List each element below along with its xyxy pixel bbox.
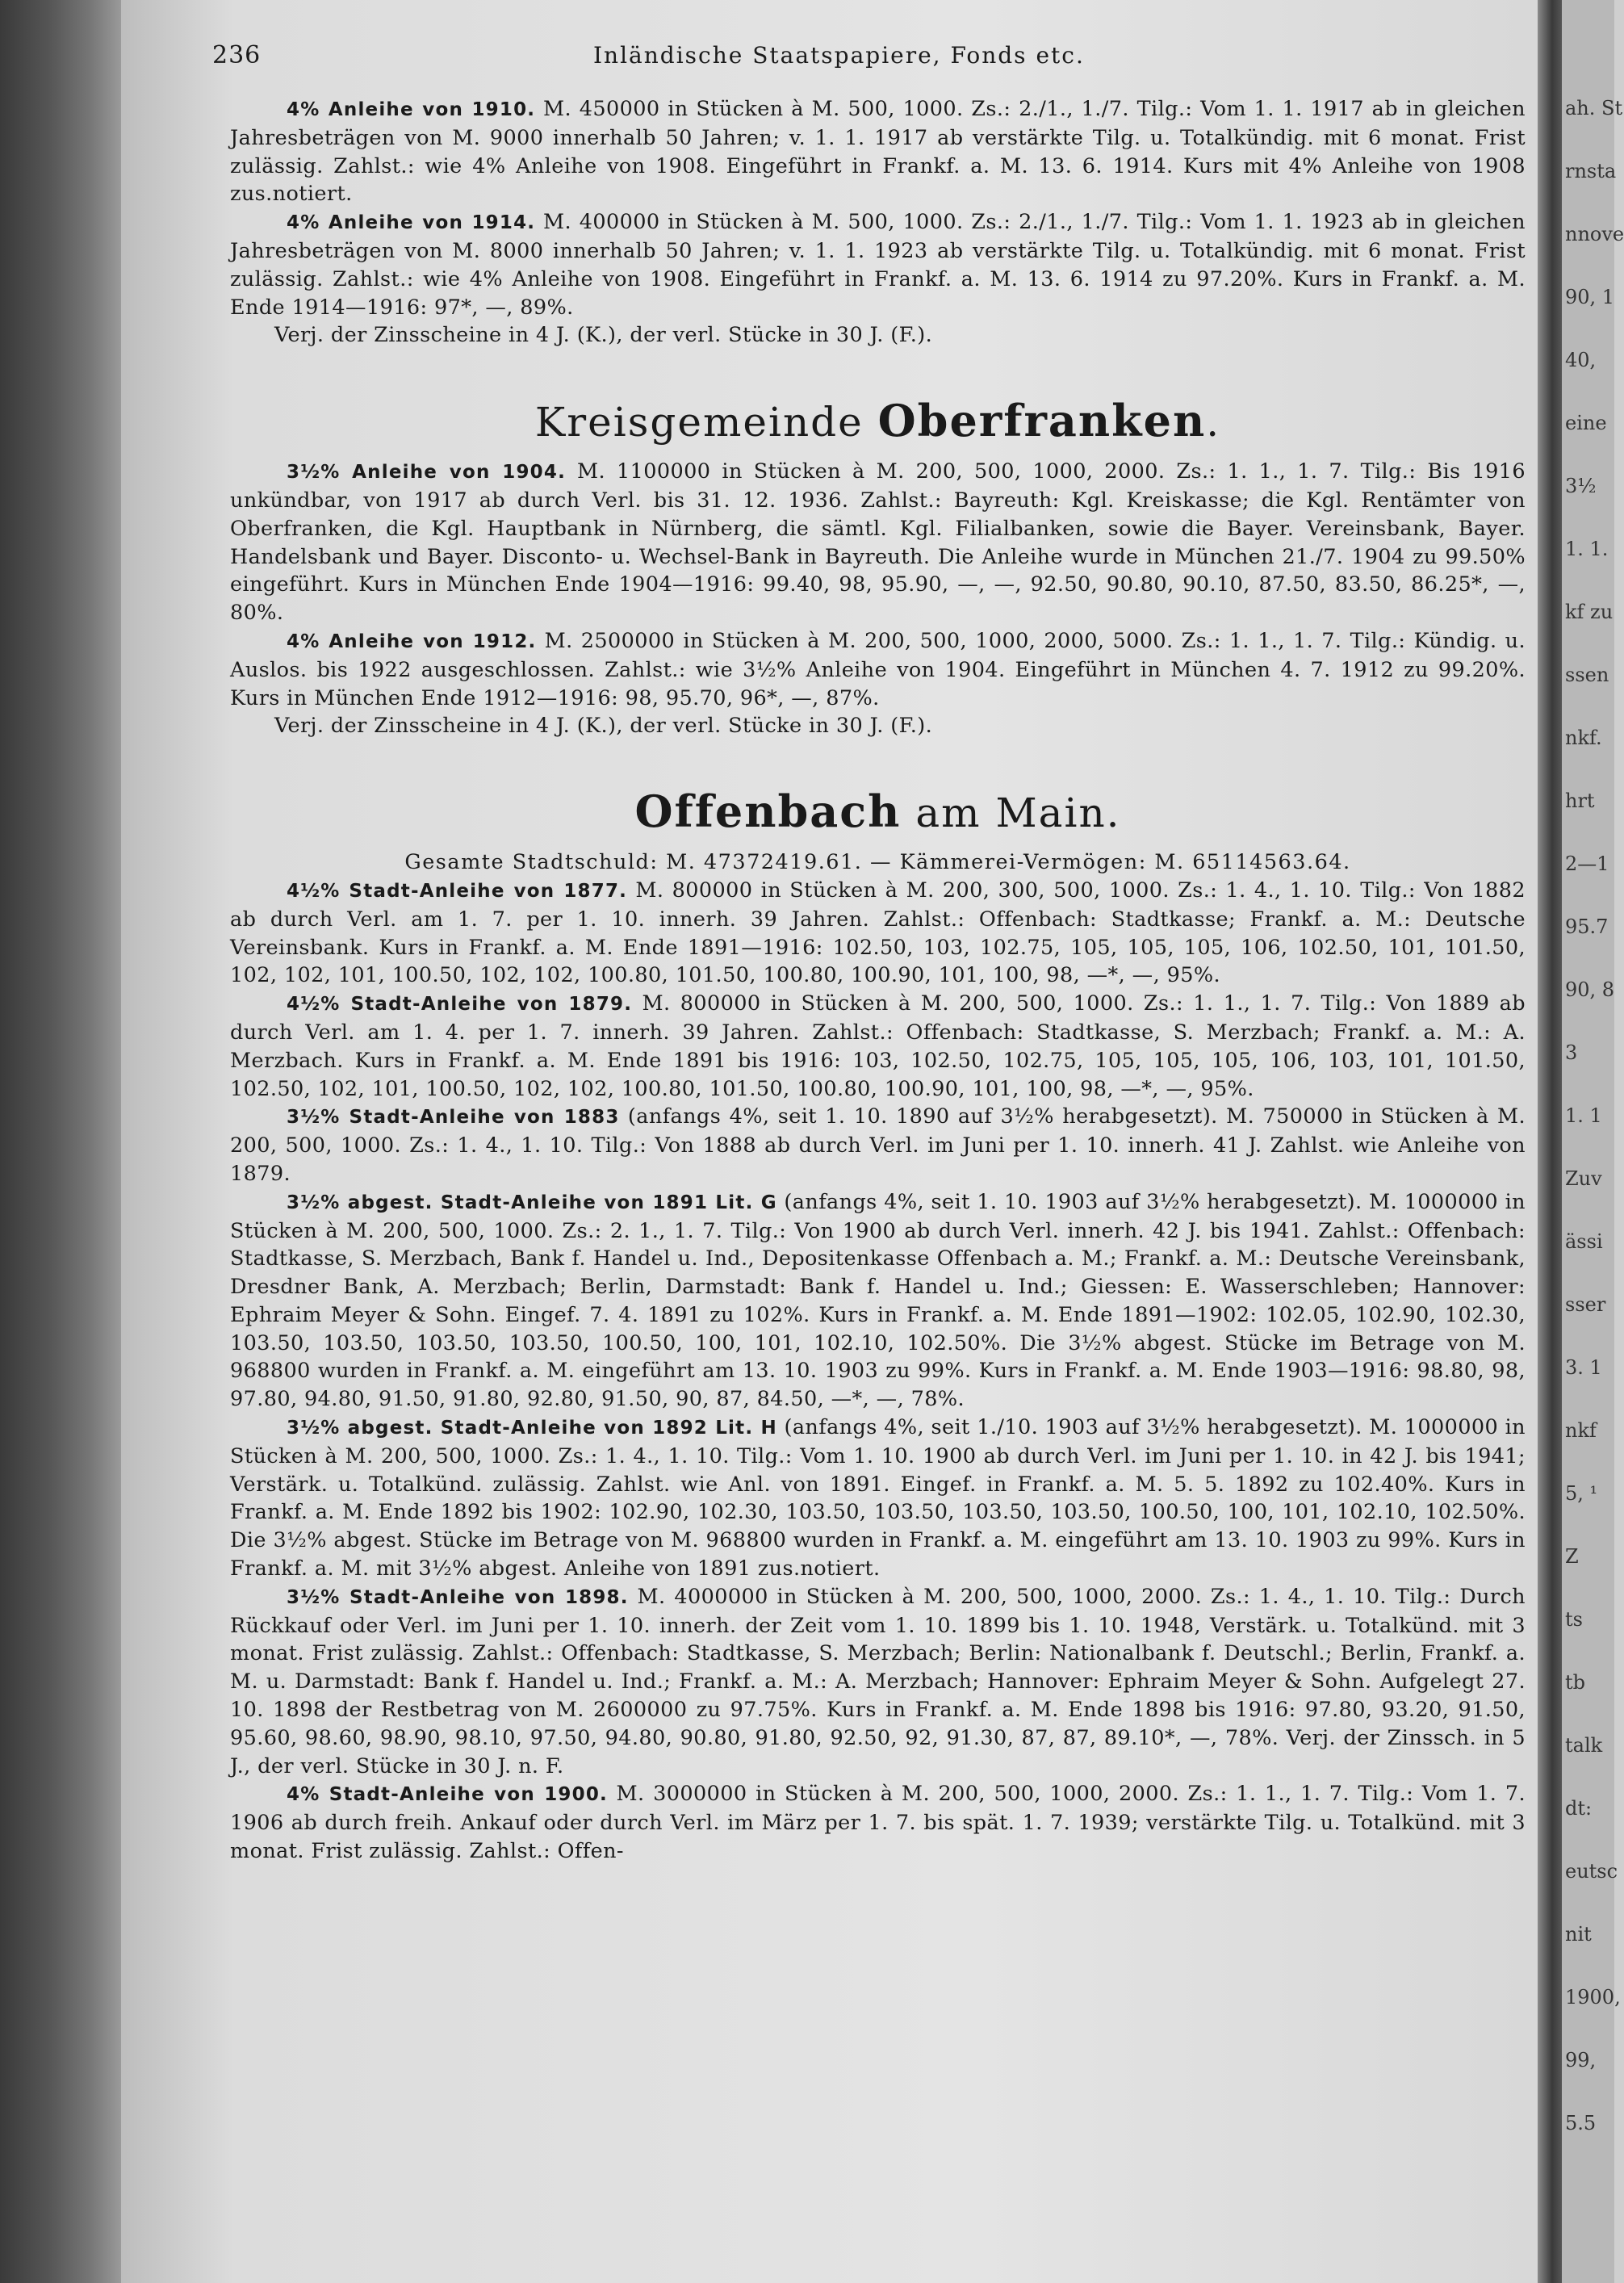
bond-entry-heading: 3½% abgest. Stadt-Anleihe von 1892 Lit. H <box>287 1418 777 1439</box>
bond-entry <box>230 458 1526 627</box>
section-heading-name: Offenbach <box>634 785 902 838</box>
bond-entry-text: (anfangs 4%, seit 1. 10. 1903 auf 3½% herabgesetzt). M. 1000000 in Stücken à M. 200, 500, 1000. Zs.: 2. 1., 1. 7. Tilg.: Von 1900 ab durch Verl. innerh. 42 J. bis 1941. Zahlst.: Offenbach: Stadtkasse, S. Merzbach, Bank f. Handel u. Ind., Depositenkasse Offenbach a. M.; Frankf. a. M.: Deutsche Vereinsbank, Dresdner Bank, A. Merzbach; Berlin, Darmstadt: Bank f. Handel u. Ind.; Giessen: E. Wasserschleben; Hannover: Ephraim Meyer & Sohn. Eingef. 7. 4. 1891 zu 102%. Kurs in Frankf. a. M. Ende 1891—1902: 102.05, 102.90, 102.30, 103.50, 103.50, 103.50, 103.50, 100.50, 100, 101, 102.10, 102.50%. Die 3½% abgest. Stücke im Betrage von M. 968800 wurden in Frankf. a. M. eingeführt am 13. 10. 1903 zu 99%. Kurs in Frankf. a. M. Ende 1903—1916: 98.80, 98, 97.80, 94.80, 91.50, 91.80, 92.80, 91.50, 90, 87, 84.50, —*, —, 78%. <box>230 1189 1526 1412</box>
section-heading-name: Oberfranken <box>877 395 1207 447</box>
bond-entry <box>230 990 1526 1103</box>
bond-entry-text: M. 4000000 in Stücken à M. 200, 500, 1000, 2000. Zs.: 1. 4., 1. 10. Tilg.: Durch Rückkauf oder Verl. im Juni per 1. 10. innerh. der Zeit vom 1. 10. 1899 bis 1. 10. 1948, Verstärk. u. Totalkünd. mit 3 monat. Frist zulässig. Zahlst.: Offenbach: Stadtkasse, S. Merzbach; Berlin: Nationalbank f. Deutschl.; Berlin, Frankf. a. M. u. Darmstadt: Bank f. Handel u. Ind.; Frankf. a. M.: A. Merzbach; Hannover: Ephraim Meyer & Sohn. Aufgelegt 27. 10. 1898 der Restbetrag von M. 2600000 zu 97.75%. Kurs in Frankf. a. M. Ende 1898 bis 1916: 97.80, 93.20, 91.50, 95.60, 98.60, 98.90, 98.10, 97.50, 94.80, 90.80, 91.80, 92.50, 92, 91.30, 87, 87, 89.10*, —, 78%. Verj. der Zinssch. in 5 J., der verl. Stücke in 30 J. n. F. <box>230 1584 1526 1778</box>
adjacent-page-fragment: eine <box>1565 412 1607 434</box>
bond-entry-text: (anfangs 4%, seit 1./10. 1903 auf 3½% herabgesetzt). M. 1000000 in Stücken à M. 200, 500, 1000. Zs.: 1. 4., 1. 10. Tilg.: Vom 1. 10. 1900 ab durch Verl. im Juni per 1. 10. in 42 J. bis 1941; Verstärk. u. Totalkünd. zulässig. Zahlst. wie Anl. von 1891. Eingef. in Frankf. a. M. 5. 5. 1892 zu 102.40%. Kurs in Frankf. a. M. Ende 1892 bis 1902: 102.90, 102.30, 103.50, 103.50, 103.50, 103.50, 100.50, 100, 101, 102.10, 102.50%. Die 3½% abgest. Stücke im Betrage von M. 968800 wurden in Frankf. a. M. eingeführt am 13. 10. 1903 zu 99%. Kurs in Frankf. a. M. mit 3½% abgest. Anleihe von 1891 zus.notiert. <box>230 1415 1526 1581</box>
adjacent-page-fragment: talk <box>1565 1734 1603 1757</box>
bond-entry <box>230 1103 1526 1188</box>
bond-entry-heading: 4½% Stadt-Anleihe von 1877. <box>287 880 628 902</box>
adjacent-page-fragment: 3. 1 <box>1565 1356 1602 1379</box>
bond-entry-heading: 4% Stadt-Anleihe von 1900. <box>287 1784 608 1806</box>
running-head <box>212 41 1526 77</box>
running-title: Inländische Staatspapiere, Fonds etc. <box>593 42 1085 69</box>
debt-summary: Gesamte Stadtschuld: M. 47372419.61. — Kämmerei-Vermögen: M. 65114563.64. <box>404 850 1351 875</box>
bond-entry <box>230 1583 1526 1781</box>
bond-entry <box>230 1188 1526 1414</box>
bond-entry-text: M. 800000 in Stücken à M. 200, 500, 1000. Zs.: 1. 1., 1. 7. Tilg.: Von 1889 ab durch Verl. am 1. 4. per 1. 7. innerh. 39 Jahren. Zahlst.: Offenbach: Stadtkasse, S. Merzbach; Frankf. a. M.: A. Merzbach. Kurs in Frankf. a. M. Ende 1891 bis 1916: 103, 102.50, 102.75, 105, 105, 105, 106, 103, 101, 101.50, 102.50, 102, 101, 100.50, 102, 102, 100.80, 101.50, 100.80, 100.90, 101, 100, 98, —*, —, 95%. <box>230 991 1526 1101</box>
adjacent-page-fragment: ässi <box>1565 1230 1603 1253</box>
page-gutter <box>1538 0 1562 2283</box>
adjacent-page-fragment: ts <box>1565 1608 1583 1631</box>
bond-entry <box>230 1414 1526 1583</box>
bond-entry-heading: 4% Anleihe von 1912. <box>287 630 537 652</box>
section-heading <box>230 787 1526 837</box>
adjacent-page-fragment: Zuv <box>1565 1167 1602 1190</box>
adjacent-page-fragment: eutsc <box>1565 1860 1618 1883</box>
bond-entry-heading: 3½% abgest. Stadt-Anleihe von 1891 Lit. G <box>287 1192 777 1213</box>
bond-entry-text: M. 800000 in Stücken à M. 200, 300, 500, 1000. Zs.: 1. 4., 1. 10. Tilg.: Von 1882 ab durch Verl. am 1. 7. per 1. 10. innerh. 39 Jahren. Zahlst.: Offenbach: Stadtkasse; Frankf. a. M.: Deutsche Vereinsbank. Kurs in Frankf. a. M. Ende 1891—1916: 102.50, 103, 102.75, 105, 105, 105, 106, 102.50, 101, 101.50, 102, 102, 101, 100.50, 102, 102, 100.80, 101.50, 100.80, 100.90, 101, 100, 98, —*, —, 95%. <box>230 878 1526 988</box>
section-heading-post: am Main. <box>901 790 1121 837</box>
bond-entry-heading: 4½% Stadt-Anleihe von 1879. <box>287 994 633 1016</box>
prescription-note: Verj. der Zinsscheine in 4 J. (K.), der verl. Stücke in 30 J. (F.). <box>274 714 933 739</box>
bond-entry-text: M. 400000 in Stücken à M. 500, 1000. Zs.: 2./1., 1./7. Tilg.: Vom 1. 1. 1923 ab in gleichen Jahresbeträgen von M. 8000 innerhalb 50 Jahren; v. 1. 1. 1923 ab verstärkte Tilg. u. Totalkündig. mit 6 monat. Frist zulässig. Zahlst.: wie 4% Anleihe von 1908. Eingeführt in Frankf. a. M. 13. 6. 1914 zu 97.20%. Kurs in Frankf. a. M. Ende 1914—1916: 97*, —, 89%. <box>230 210 1526 320</box>
section-heading-pre: Kreisgemeinde <box>534 399 878 446</box>
bond-entry-heading: 4% Anleihe von 1910. <box>287 99 536 120</box>
bond-entry-text: (anfangs 4%, seit 1. 10. 1890 auf 3½% herabgesetzt). M. 750000 in Stücken à M. 200, 500, 1000. Zs.: 1. 4., 1. 10. Tilg.: Von 1888 ab durch Verl. im Juni per 1. 10. innerh. 41 J. Zahlst. wie Anleihe von 1879. <box>230 1104 1526 1186</box>
adjacent-page-fragment: ssen <box>1565 664 1609 686</box>
adjacent-page-fragment: 99, <box>1565 2049 1597 2071</box>
adjacent-page-fragment: 1. 1. <box>1565 538 1609 560</box>
book-spine-shadow <box>0 0 121 2283</box>
bond-entry <box>230 1780 1526 1865</box>
bond-entry-heading: 3½% Stadt-Anleihe von 1883 <box>287 1107 620 1129</box>
bond-entry-heading: 3½% Stadt-Anleihe von 1898. <box>287 1586 629 1608</box>
adjacent-page-fragment: nit <box>1565 1923 1592 1946</box>
adjacent-page-fragment: tb <box>1565 1671 1586 1694</box>
adjacent-page-fragment: nkf <box>1565 1419 1597 1442</box>
section-heading-post: . <box>1206 399 1221 446</box>
adjacent-page-fragment: 95.7 <box>1565 915 1609 938</box>
adjacent-page-fragment: rnsta <box>1565 160 1617 182</box>
adjacent-page-fragment: 5.5 <box>1565 2112 1597 2134</box>
adjacent-page-fragment: 1. 1 <box>1565 1104 1602 1127</box>
adjacent-page-fragment: kf zu <box>1565 601 1614 623</box>
page-number: 236 <box>212 41 262 69</box>
page-content <box>212 41 1526 1866</box>
bond-entry <box>230 627 1526 712</box>
bond-entry-text: M. 1100000 in Stücken à M. 200, 500, 1000, 2000. Zs.: 1. 1., 1. 7. Tilg.: Bis 1916 unkündbar, von 1917 ab durch Verl. bis 31. 12. 1936. Zahlst.: Bayreuth: Kgl. Kreiskasse; die Kgl. Rentämter von Oberfranken, die Kgl. Hauptbank in Nürnberg, die sämtl. Kgl. Filialbanken, sowie die Bayer. Vereinsbank, Bayer. Handelsbank und Bayer. Disconto- u. Wechsel-Bank in Bayreuth. Die Anleihe wurde in München 21./7. 1904 zu 99.50% eingeführt. Kurs in München Ende 1904—1916: 99.40, 98, 95.90, —, —, 92.50, 90.80, 90.10, 87.50, 83.50, 86.25*, —, 80%. <box>230 459 1526 626</box>
bond-entry-heading: 4% Anleihe von 1914. <box>287 212 536 234</box>
adjacent-page-fragment: 40, <box>1565 349 1597 371</box>
adjacent-page-fragment: nkf. <box>1565 727 1602 749</box>
bond-entry <box>230 95 1526 208</box>
adjacent-page-fragment: sser <box>1565 1293 1606 1316</box>
bond-entry-text: M. 3000000 in Stücken à M. 200, 500, 1000, 2000. Zs.: 1. 1., 1. 7. Tilg.: Vom 1. 7. 1906 ab durch freih. Ankauf oder durch Verl. im März per 1. 7. bis spät. 1. 7. 1939; verstärkte Tilg. u. Totalkünd. mit 3 monat. Frist zulässig. Zahlst.: Offen- <box>230 1782 1526 1864</box>
bond-entry <box>230 877 1526 990</box>
prescription-note: Verj. der Zinsscheine in 4 J. (K.), der verl. Stücke in 30 J. (F.). <box>274 323 933 348</box>
bond-entry-heading: 3½% Anleihe von 1904. <box>287 462 567 484</box>
bond-entry-text: M. 450000 in Stücken à M. 500, 1000. Zs.: 2./1., 1./7. Tilg.: Vom 1. 1. 1917 ab in gleichen Jahresbeträgen von M. 9000 innerhalb 50 Jahren; v. 1. 1. 1917 ab verstärkte Tilg. u. Totalkündig. mit 6 monat. Frist zulässig. Zahlst.: wie 4% Anleihe von 1908. Eingeführt in Frankf. a. M. 13. 6. 1914. Kurs mit 4% Anleihe von 1908 zus.notiert. <box>230 97 1526 207</box>
bond-entry <box>230 208 1526 321</box>
adjacent-page-fragment: dt: <box>1565 1797 1593 1820</box>
adjacent-page-fragment: 5, ¹ <box>1565 1482 1598 1505</box>
adjacent-page-fragment: hrt <box>1565 790 1595 812</box>
adjacent-page-fragment: 2—1 <box>1565 852 1609 875</box>
adjacent-page-fragment: 3 <box>1565 1041 1578 1064</box>
adjacent-page-fragment: 90, 1 <box>1565 286 1615 308</box>
adjacent-page-edge <box>1562 0 1624 2283</box>
adjacent-page-fragment: nnove <box>1565 223 1624 245</box>
section-heading <box>230 396 1526 446</box>
adjacent-page-fragment: 3½ <box>1565 475 1597 497</box>
adjacent-page-fragment: 1900, <box>1565 1986 1621 2009</box>
adjacent-page-fragment: ah. St <box>1565 97 1623 119</box>
adjacent-page-fragment: Z <box>1565 1545 1579 1568</box>
bond-entry-text: M. 2500000 in Stücken à M. 200, 500, 1000, 2000, 5000. Zs.: 1. 1., 1. 7. Tilg.: Kündig. u. Auslos. bis 1922 ausgeschlossen. Zahlst.: wie 3½% Anleihe von 1904. Eingeführt in München 4. 7. 1912 zu 99.20%. Kurs in München Ende 1912—1916: 98, 95.70, 96*, —, 87%. <box>230 628 1526 710</box>
adjacent-page-fragment: 90, 8 <box>1565 978 1615 1001</box>
body-text <box>230 95 1526 1866</box>
